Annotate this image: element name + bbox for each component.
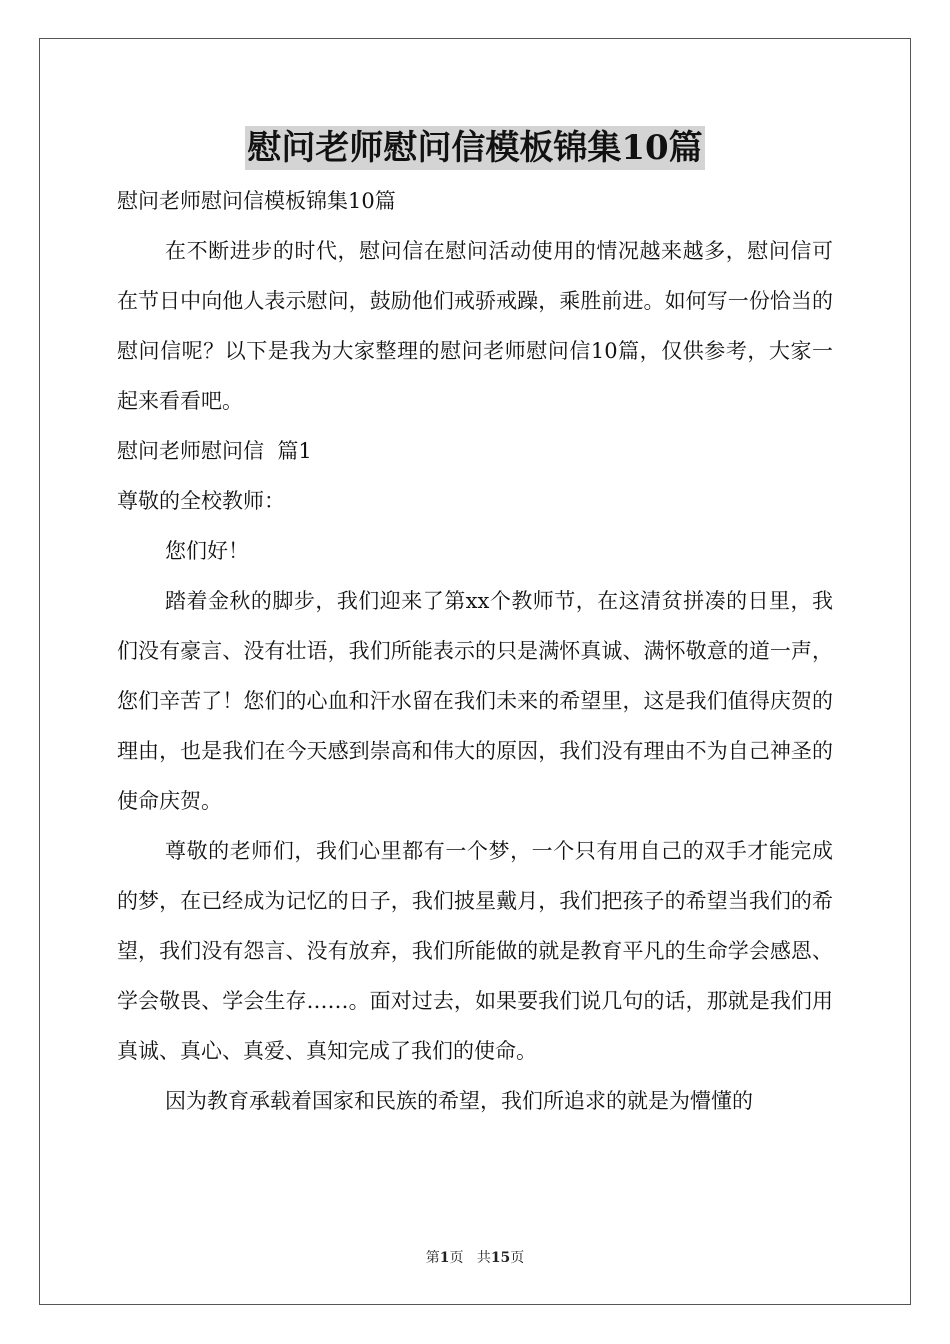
- section-heading: 慰问老师慰问信 篇1: [117, 439, 312, 463]
- document-title: 慰问老师慰问信模板锦集10篇: [247, 128, 703, 168]
- greeting: 您们好！: [165, 539, 249, 563]
- total-suffix: 页: [510, 1250, 525, 1266]
- intro-paragraph: 在不断进步的时代，慰问信在慰问活动使用的情况越来越多，慰问信可在节日中向他人表示慰问，鼓励他们戒骄戒躁，乘胜前进。如何写一份恰当的慰问信呢？以下是我为大家整理的慰问老师慰问信10篇，仅供参考，大家一起来看看吧。: [117, 239, 833, 413]
- salutation: 尊敬的全校教师：: [117, 489, 285, 513]
- subtitle: 慰问老师慰问信模板锦集10篇: [117, 189, 396, 213]
- total-prefix: 共: [476, 1250, 491, 1266]
- body-paragraph: 踏着金秋的脚步，我们迎来了第xx个教师节，在这清贫拼凑的日里，我们没有豪言、没有壮语，我们所能表示的只是满怀真诚、满怀敬意的道一声，您们辛苦了！您们的心血和汗水留在我们未来的希望里，这是我们值得庆贺的理由，也是我们在今天感到崇高和伟大的原因，我们没有理由不为自己神圣的使命庆贺。: [117, 589, 833, 813]
- title-container: [0, 126, 950, 170]
- page-footer: [0, 1247, 950, 1267]
- document-body: [117, 176, 833, 1126]
- page-current: 1: [439, 1250, 450, 1266]
- page-total: 15: [490, 1250, 511, 1266]
- page-prefix: 第: [425, 1250, 440, 1266]
- body-paragraph: 因为教育承载着国家和民族的希望，我们所追求的就是为懵懂的: [165, 1089, 753, 1113]
- body-paragraph: 尊敬的老师们，我们心里都有一个梦，一个只有用自己的双手才能完成的梦，在已经成为记忆的日子，我们披星戴月，我们把孩子的希望当我们的希望，我们没有怨言、没有放弃，我们所能做的就是教育平凡的生命学会感恩、学会敬畏、学会生存……。面对过去，如果要我们说几句的话，那就是我们用真诚、真心、真爱、真知完成了我们的使命。: [117, 839, 833, 1063]
- page-suffix: 页: [449, 1250, 464, 1266]
